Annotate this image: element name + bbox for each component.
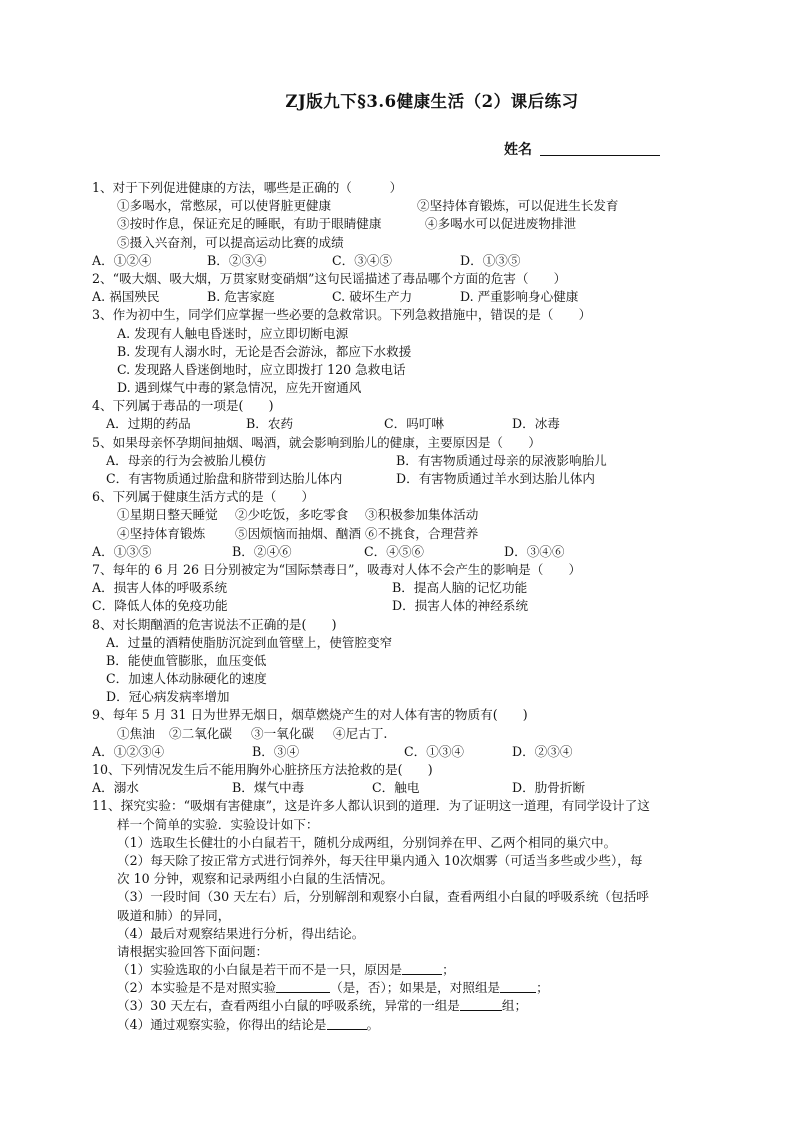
q7-option-c[interactable]: C．降低人体的免疫功能 (92, 598, 228, 614)
question-9-items-row (92, 725, 712, 743)
name-field[interactable] (504, 139, 660, 159)
answer-blank[interactable] (327, 1017, 367, 1030)
q11-sub4-text: （4）通过观察实验，你得出的结论是 (117, 1016, 327, 1032)
question-1-stem: 1、对于下列促进健康的方法，哪些是正确的（ ） (92, 180, 403, 195)
q11-subquestion-4 (92, 1016, 712, 1034)
q11-step: （2）每天除了按正常方式进行饲养外，每天往甲巢内通入 10次烟雾（可适当多些或少些），每 (117, 852, 643, 868)
question-3-stem: 3、作为初中生，同学们应掌握一些必要的急救常识。下列急救措施中，错误的是（ ） (92, 307, 592, 323)
q10-option-b[interactable]: B．煤气中毒 (232, 780, 305, 796)
question-list (92, 179, 712, 1034)
question-8-stem: 8、对长期酗酒的危害说法不正确的是( ) (92, 616, 337, 632)
q10-option-d[interactable]: D．肋骨折断 (512, 780, 586, 796)
q1-option-c[interactable]: C．③④⑤ (332, 252, 393, 268)
question-4-stem: 4、下列属于毒品的一项是( ) (92, 398, 274, 414)
q6-item-5: ⑤因烦恼而抽烟、酗酒 (235, 525, 361, 541)
question-11-stem: 11、探究实验：“吸烟有害健康”，这是许多人都认识到的道理．为了证明这一道理，有同学设计了这 (92, 798, 650, 814)
q10-option-c[interactable]: C．触电 (372, 780, 420, 796)
question-7-stem: 7、每年的 6 月 26 日分别被定为“国际禁毒日”，吸毒对人体不会产生的影响是（ ） (92, 561, 582, 577)
q8-option-c[interactable]: C．加速人体动脉硬化的速度 (106, 671, 267, 687)
q1-option-d[interactable]: D．①③⑤ (460, 252, 521, 268)
q5-option-a[interactable]: A．母亲的行为会被胎儿模仿 (106, 452, 267, 468)
question-6-options (92, 543, 712, 561)
name-blank-line[interactable] (540, 141, 660, 156)
q1-item-3: ③按时作息，保证充足的睡眠，有助于眼睛健康 (117, 216, 382, 232)
q3-option-c[interactable]: C. 发现路人昏迷倒地时，应立即拨打 120 急救电话 (117, 361, 406, 377)
answer-blank[interactable] (460, 998, 502, 1011)
q11-step: （1）选取生长健壮的小白鼠若干，随机分成两组，分别饲养在甲、乙两个相同的巢穴中。 (117, 834, 617, 850)
q5-option-b[interactable]: B．有害物质通过母亲的尿液影响胎儿 (396, 452, 607, 468)
question-5-options-row (92, 470, 712, 488)
q1-item-1: ①多喝水，常憋尿，可以使肾脏更健康 (117, 198, 332, 214)
q9-item-3: ③一氧化碳 (251, 725, 314, 741)
question-7-options-row (92, 597, 712, 615)
q11-sub3-end: 组； (501, 998, 528, 1014)
q11-sub4-end: 。 (366, 1016, 380, 1032)
question-9-stem: 9、每年 5 月 31 日为世界无烟日，烟草燃烧产生的对人体有害的物质有( ) (92, 707, 528, 723)
q11-step: （4）最后对观察结果进行分析，得出结论。 (117, 925, 365, 941)
question-1-items-row (92, 197, 712, 215)
answer-blank[interactable] (276, 980, 330, 993)
q5-option-d[interactable]: D．有害物质通过羊水到达胎儿体内 (396, 471, 596, 486)
q9-item-1: ①焦油 (117, 725, 155, 741)
q11-subquestion-3 (92, 997, 712, 1015)
q9-option-c[interactable]: C．①③④ (404, 743, 465, 759)
q5-option-c[interactable]: C．有害物质通过胎盘和脐带到达胎儿体内 (106, 471, 343, 486)
q11-prompt: 请根据实验回答下面问题： (117, 943, 269, 959)
question-7-options-row (92, 579, 712, 597)
q6-option-b[interactable]: B．②④⑥ (232, 543, 292, 559)
q9-option-b[interactable]: B．③④ (252, 743, 300, 759)
q6-item-1: ①星期日整天睡觉 (117, 507, 218, 523)
q2-option-c[interactable]: C. 破坏生产力 (332, 289, 413, 305)
q6-item-4: ④坚持体育锻炼 (117, 525, 206, 541)
question-11-stem-cont: 样一个简单的实验．实验设计如下： (117, 816, 319, 832)
q11-subquestion-2 (92, 979, 712, 997)
question-1-options (92, 252, 712, 270)
answer-blank[interactable] (500, 980, 536, 993)
q3-option-b[interactable]: B. 发现有人溺水时，无论是否会游泳，都应下水救援 (117, 343, 412, 359)
q6-item-6: ⑥不挑食，合理营养 (365, 525, 479, 541)
q11-sub1-end: ； (442, 962, 455, 978)
q7-option-a[interactable]: A．损害人体的呼吸系统 (92, 580, 228, 596)
q11-step: 次 10 分钟，观察和记录两组小白鼠的生活情况。 (117, 871, 393, 887)
question-6-items-row (92, 525, 712, 543)
q11-sub2-mid: （是，否）；如果是，对照组是 (330, 980, 501, 996)
q11-sub3-text: （3）30 天左右，查看两组小白鼠的呼吸系统，异常的一组是 (117, 998, 460, 1014)
q11-step: （3）一段时间（30 天左右）后，分别解剖和观察小白鼠，查看两组小白鼠的呼吸系统（包括呼 (117, 889, 649, 905)
answer-blank[interactable] (402, 962, 442, 975)
q1-item-4: ④多喝水可以促进废物排泄 (425, 216, 577, 232)
q4-option-a[interactable]: A．过期的药品 (106, 416, 191, 432)
q6-option-a[interactable]: A．①③⑤ (92, 543, 152, 559)
q9-item-2: ②二氧化碳 (169, 725, 232, 741)
q7-option-b[interactable]: B．提高人脑的记忆功能 (392, 580, 528, 596)
q4-option-d[interactable]: D．冰毒 (512, 416, 560, 432)
q6-item-2: ②少吃饭，多吃零食 (235, 507, 349, 523)
name-label: 姓名 (504, 142, 532, 158)
q11-sub1-text: （1）实验选取的小白鼠是若干而不是一只，原因是 (117, 962, 403, 978)
q6-option-c[interactable]: C．④⑤⑥ (364, 543, 425, 559)
q9-item-4: ④尼古丁. (333, 725, 388, 741)
q2-option-d[interactable]: D. 严重影响身心健康 (460, 289, 579, 305)
question-2-options (92, 288, 712, 306)
question-9-options (92, 743, 712, 761)
q11-subquestion-1 (92, 961, 712, 979)
q1-item-5: ⑤摄入兴奋剂，可以提高运动比赛的成绩 (117, 234, 344, 250)
q3-option-d[interactable]: D. 遇到煤气中毒的紧急情况，应先开窗通风 (117, 380, 362, 396)
question-1-items-row (92, 215, 712, 233)
q1-item-2: ②坚持体育锻炼，可以促进生长发育 (417, 198, 619, 214)
question-10-stem: 10、下列情况发生后不能用胸外心脏挤压方法抢救的是( ) (92, 762, 433, 777)
page-title: ZJ版九下§3.6健康生活（2）课后练习 (285, 92, 579, 111)
q9-option-d[interactable]: D．②③④ (512, 743, 573, 759)
q9-option-a[interactable]: A．①②③④ (92, 743, 165, 759)
q2-option-b[interactable]: B. 危害家庭 (207, 289, 275, 305)
question-6-items-row (92, 506, 712, 524)
question-4-options (92, 415, 712, 433)
q1-option-b[interactable]: B．②③④ (207, 252, 267, 268)
q6-item-3: ③积极参加集体活动 (365, 507, 479, 523)
q8-option-b[interactable]: B．能使血管膨胀，血压变低 (106, 652, 267, 668)
question-10-options (92, 779, 712, 797)
q11-sub2-text: （2）本实验是不是对照实验 (117, 980, 277, 996)
q4-option-b[interactable]: B．农药 (246, 416, 294, 432)
q11-step: 吸道和肺）的异同， (117, 907, 231, 923)
q3-option-a[interactable]: A. 发现有人触电昏迷时，应立即切断电源 (117, 325, 349, 341)
question-6-stem: 6、下列属于健康生活方式的是（ ） (92, 489, 315, 505)
question-5-options-row (92, 452, 712, 470)
q2-option-a[interactable]: A. 祸国殃民 (92, 289, 160, 305)
q7-option-d[interactable]: D．损害人体的神经系统 (392, 598, 529, 614)
q10-option-a[interactable]: A．溺水 (92, 780, 139, 796)
q8-option-a[interactable]: A．过量的酒精使脂肪沉淀到血管壁上，使管腔变窄 (106, 634, 393, 650)
question-5-stem: 5、如果母亲怀孕期间抽烟、喝酒，就会影响到胎儿的健康，主要原因是（ ） (92, 434, 541, 450)
q6-option-d[interactable]: D．③④⑥ (504, 543, 565, 559)
q8-option-d[interactable]: D．冠心病发病率增加 (106, 689, 230, 705)
question-2-stem: 2、“吸大烟、吸大烟，万贯家财变硝烟”这句民谣描述了毒品哪个方面的危害（ ） (92, 270, 567, 286)
q11-sub2-end: ； (536, 980, 549, 996)
q1-option-a[interactable]: A．①②④ (92, 252, 152, 268)
q4-option-c[interactable]: C．吗叮啉 (384, 416, 445, 432)
